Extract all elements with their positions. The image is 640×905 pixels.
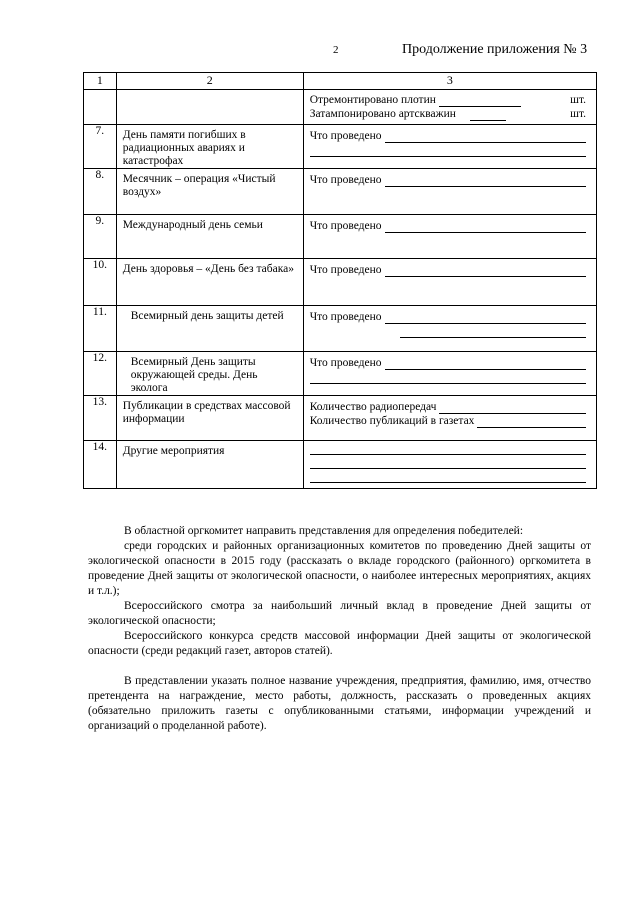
table-row: 7. День памяти погибших в радиационных авариях и катастрофах Что проведено bbox=[84, 125, 597, 169]
dams-label: Отремонтировано плотин bbox=[309, 94, 436, 106]
dams-unit: шт. bbox=[570, 94, 586, 106]
column-header-1: 1 bbox=[84, 73, 117, 90]
result-field[interactable] bbox=[385, 313, 586, 324]
table-row-continued bbox=[84, 90, 597, 125]
publications-count-label: Количество публикаций в газетах bbox=[309, 415, 475, 427]
paragraph: В областной оргкомитет направить представления для определения победителей: bbox=[124, 525, 524, 537]
page-number: 2 bbox=[333, 44, 339, 56]
table-row: 10. День здоровья – «День без табака» Что проведено bbox=[84, 259, 597, 306]
paragraph: Всероссийского смотра за наибольший личный вклад в проведение Дней защиты от экологической опасности; bbox=[88, 600, 591, 627]
table-row: 8. Месячник – операция «Чистый воздух» Что проведено bbox=[84, 169, 597, 215]
result-field[interactable] bbox=[385, 359, 586, 370]
publications-count-field[interactable] bbox=[477, 417, 586, 428]
instructions-text bbox=[88, 524, 591, 734]
table-header-row bbox=[84, 73, 597, 90]
wells-unit: шт. bbox=[570, 108, 586, 120]
result-field[interactable] bbox=[385, 266, 586, 277]
column-header-2: 2 bbox=[116, 73, 303, 90]
paragraph: Всероссийского конкурса средств массовой информации Дней защиты от экологической опасности (среди редакций газет, авторов статей). bbox=[88, 630, 591, 657]
table-row: 12. Всемирный День защиты окружающей среды. День эколога Что проведено bbox=[84, 352, 597, 396]
radio-count-field[interactable] bbox=[439, 403, 586, 414]
radio-count-label: Количество радиопередач bbox=[309, 401, 437, 413]
result-field[interactable] bbox=[385, 176, 586, 187]
table-row: 11. Всемирный день защиты детей Что проведено bbox=[84, 306, 597, 352]
paragraph: В представлении указать полное название учреждения, предприятия, фамилию, имя, отчество претендента на награждение, место работы, должность, рассказать о проведенных акциях (обязательно приложить газеты с опубликованными статьями, информации учреждений и организаций о проделанной работе). bbox=[88, 675, 591, 732]
paragraph: среди городских и районных организационных комитетов по проведению Дней защиты от экологической опасности в 2015 году (рассказать о вкладе городского (районного) оргкомитета в проведение Дней защиты от экологической опасности, о наиболее интересных мероприятиях, акциях и т.л.); bbox=[88, 540, 591, 597]
table-row: 9. Международный день семьи Что проведено bbox=[84, 215, 597, 259]
column-header-3: 3 bbox=[303, 73, 596, 90]
result-field[interactable] bbox=[385, 132, 586, 143]
appendix-title: Продолжение приложения № 3 bbox=[402, 42, 588, 57]
events-table bbox=[83, 72, 597, 489]
table-row: 14. Другие мероприятия bbox=[84, 441, 597, 489]
result-field[interactable] bbox=[385, 222, 586, 233]
dams-field[interactable] bbox=[439, 96, 521, 107]
wells-label: Затампонировано артскважин bbox=[309, 108, 456, 120]
table-row: 13. Публикации в средствах массовой информации Количество радиопередач Количество публикаций в газетах bbox=[84, 396, 597, 441]
wells-field[interactable] bbox=[470, 110, 506, 121]
